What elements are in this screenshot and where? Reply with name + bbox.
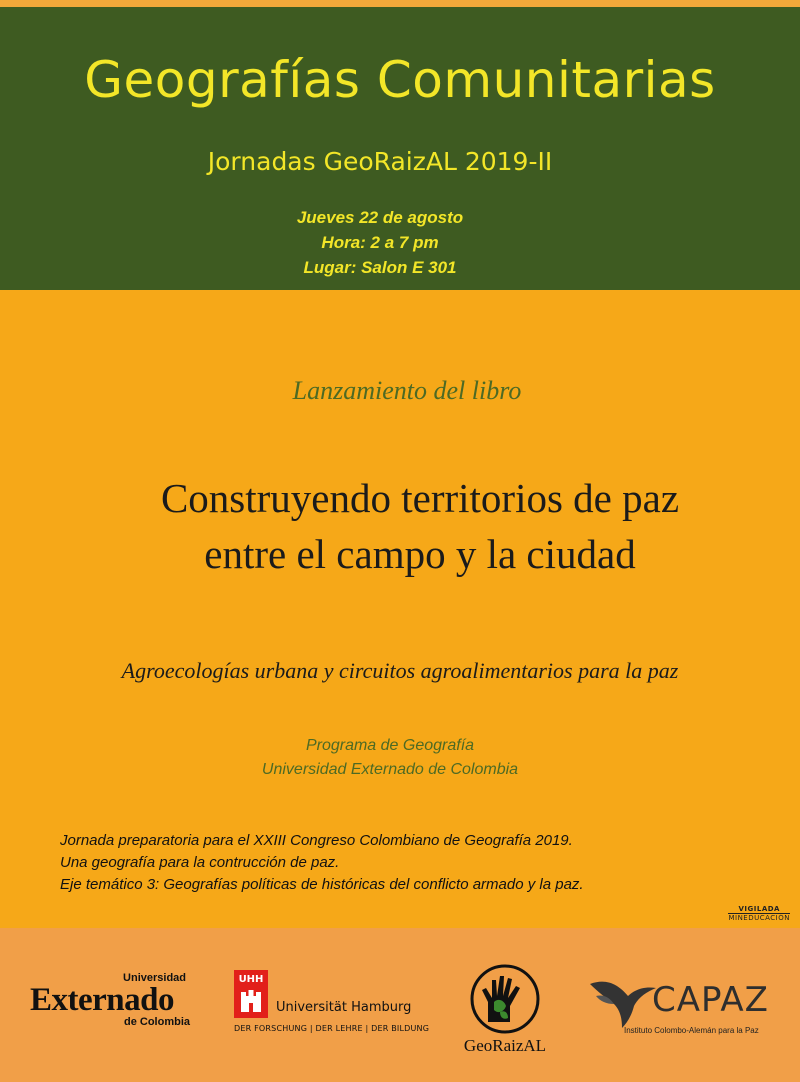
event-place: Lugar: Salon E 301 (303, 258, 457, 277)
hand-circle-icon (464, 962, 546, 1036)
capaz-institute: Instituto Colombo-Alemán para la Paz (624, 1026, 759, 1035)
event-date: Jueves 22 de agosto (296, 208, 464, 227)
externado-logo (30, 972, 200, 1028)
hamburg-badge (234, 970, 268, 1018)
vigilada-label: VIGILADA (738, 905, 780, 913)
event-time: Hora: 2 a 7 pm (321, 233, 439, 252)
externado-logo-bottom: de Colombia (123, 1016, 190, 1028)
event-details (0, 205, 760, 280)
book-subtitle: Agroecologías urbana y circuitos agroalimentarios para la paz (121, 658, 679, 683)
georaizal-name: GeoRaizAL (463, 1036, 547, 1055)
castle-icon (239, 990, 263, 1012)
program-info (0, 734, 780, 782)
launch-label: Lanzamiento del libro (292, 376, 522, 405)
event-subtitle: Jornadas GeoRaizAL 2019-II (207, 147, 553, 176)
book-title-line1: Construyendo territorios de paz (160, 475, 680, 521)
externado-logo-name: Externado (30, 982, 174, 1018)
university-name: Universidad Externado de Colombia (261, 761, 519, 778)
capaz-logo (588, 974, 798, 1044)
event-title: Geografías Comunitarias (84, 51, 716, 109)
vigilada-mineducacion-badge (728, 905, 790, 922)
mineducacion-label: MINEDUCACIÓN (728, 914, 790, 922)
hamburg-badge-text: UHH (238, 974, 264, 985)
book-title-line2: entre el campo y la ciudad (204, 531, 636, 577)
note-line: Una geografía para la contrucción de paz. (60, 854, 340, 871)
note-line: Eje temático 3: Geografías políticas de históricas del conflicto armado y la paz. (60, 876, 584, 893)
header-banner (0, 7, 800, 290)
sponsor-logos-footer (0, 928, 800, 1082)
main-content (0, 290, 800, 928)
program-name: Programa de Geografía (305, 737, 475, 754)
book-title (40, 470, 800, 582)
externado-logo-top: Universidad (123, 972, 186, 984)
bird-icon (588, 974, 658, 1030)
notes-block (60, 830, 780, 896)
hamburg-name: Universität Hamburg (276, 1000, 412, 1015)
note-line: Jornada preparatoria para el XXIII Congreso Colombiano de Geografía 2019. (60, 832, 573, 849)
capaz-name: CAPAZ (652, 980, 769, 1020)
hamburg-logo (234, 970, 434, 1040)
top-border-strip (0, 0, 800, 7)
georaizal-logo (450, 962, 560, 1062)
hamburg-motto: DER FORSCHUNG | DER LEHRE | DER BILDUNG (234, 1024, 430, 1033)
